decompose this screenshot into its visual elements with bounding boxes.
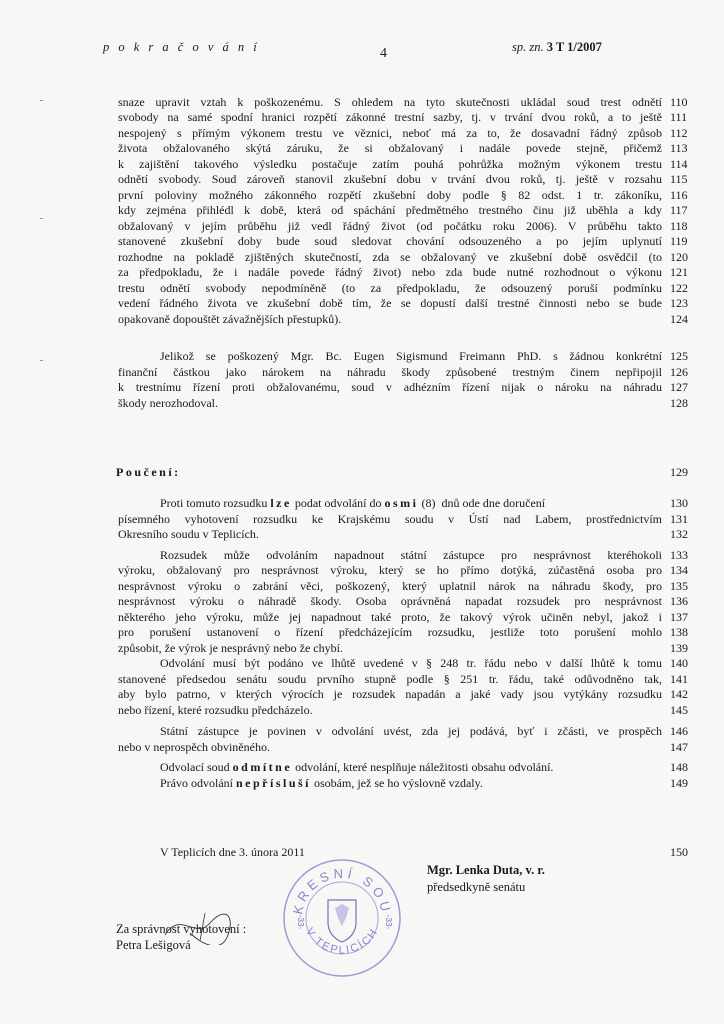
text-line [118,188,662,202]
line-text: první poloviny možného zákonného rozpětí zkušební doby podle § 82 odst. 1 tr. zákoníku, [118,188,662,202]
line-text: Státní zástupce je povinen v odvolání uvést, zda jej podává, byť i zčásti, ve prospěch [160,724,662,738]
text-line [118,203,662,217]
court-stamp [280,856,404,985]
line-number: 136 [670,594,688,608]
emphasized-word: nepřísluší [236,776,312,790]
text-fragment: podat odvolání do [291,496,385,510]
text-line [160,760,662,774]
case-reference-code: 3 T 1/2007 [546,40,602,54]
text-line [118,250,662,264]
case-reference [512,40,602,55]
line-number: 133 [670,548,688,562]
text-line [118,365,662,379]
running-header: p o k r a č o v á n í [103,40,260,54]
line-text: nesprávnost výroku o zabrání věci, poškozený, který uplatnil nárok na náhradu škody, pro [118,579,662,593]
line-text: způsobit, že výrok je nesprávný nebo že chybí. [118,641,343,655]
line-number: 125 [670,349,688,363]
line-text: aby bylo patrno, v kterých výrocích je rozsudek napadán a jaké vady jsou vytýkány rozsudku [118,687,662,701]
line-text: V Teplicích dne 3. února 2011 [160,845,305,859]
text-fragment: (8) dnů ode dne doručení [418,496,546,510]
line-text: za předpokladu, že i nadále povede řádný život) nebo zda bude nutné rozhodnout o výkonu [118,265,662,279]
stamp-bottom-text: V TEPLICÍCH [303,925,381,957]
line-text: nebo řízení, které rozsudku předcházelo. [118,703,313,717]
stamp-left-number: -33- [296,914,305,930]
text-line [118,563,662,577]
line-text: Odvolání musí být podáno ve lhůtě uvedené v § 248 tr. řádu nebo v další lhůtě k tomu [160,656,662,670]
emphasized-word: osmi [384,496,419,510]
line-number: 149 [670,776,688,790]
line-text: Jelikož se poškozený Mgr. Bc. Eugen Sigismund Freimann PhD. s žádnou konkrétní [160,349,662,363]
text-line [160,776,662,790]
line-text: pro porušení ustanovení o řízení předcházejícím rozsudku, jestliže toto porušení mohlo [118,625,662,639]
line-number: 130 [670,496,688,510]
line-number: 117 [670,203,688,217]
line-number: 112 [670,126,688,140]
text-line [118,579,662,593]
text-line [118,625,662,639]
text-line [118,527,662,541]
line-number: 119 [670,234,688,248]
line-text: Okresního soudu v Teplicích. [118,527,259,541]
text-line [118,219,662,233]
emphasized-word: odmítne [232,760,293,774]
line-number: 140 [670,656,688,670]
text-line [118,641,662,655]
line-text: Poučení: [116,465,181,479]
line-number: 137 [670,610,688,624]
text-line [118,740,662,754]
text-fragment: Odvolací soud [160,760,233,774]
line-number: 142 [670,687,688,701]
stamp-right-number: -33- [384,914,393,930]
line-text: nebo v neprospěch obviněného. [118,740,270,754]
coat-of-arms-icon [328,900,356,942]
text-line [118,512,662,526]
text-line [118,396,662,410]
line-number: 146 [670,724,688,738]
line-number: 141 [670,672,688,686]
text-line [160,845,662,859]
scan-speck [40,360,43,361]
text-line [118,594,662,608]
line-number: 118 [670,219,688,233]
line-number: 126 [670,365,688,379]
line-text: kdy zejména přihlédl k době, která od spáchání předmětného trestného činu již uběhla a kdy [118,203,662,217]
text-line [118,312,662,326]
text-line [118,95,662,109]
line-text: finanční částkou jako nárokem na náhradu škody způsobené trestným činem nepřipojil [118,365,662,379]
line-number: 122 [670,281,688,295]
line-number: 120 [670,250,688,264]
section-heading [116,465,660,479]
line-number: 121 [670,265,688,279]
line-number: 114 [670,157,688,171]
line-text: k zajištění takového výsledku postačuje zatím pouhá pohrůžka možným výkonem trestu [118,157,662,171]
text-line [160,548,662,562]
line-number: 116 [670,188,688,202]
text-line [118,126,662,140]
text-line [160,724,662,738]
line-text: nesprávnost výroku o náhradě škody. Osoba oprávněná napadat rozsudek pro nesprávnost [118,594,662,608]
line-number: 134 [670,563,688,577]
line-number: 111 [670,110,688,124]
text-line [118,296,662,310]
scan-speck [40,100,43,101]
emphasized-word: lze [270,496,292,510]
line-text: snaze upravit vztah k poškozenému. S ohledem na tyto skutečnosti ukládal soud trest odnětí [118,95,662,109]
text-line [160,656,662,670]
line-number: 110 [670,95,688,109]
line-number: 123 [670,296,688,310]
line-number: 132 [670,527,688,541]
text-line [118,281,662,295]
case-reference-prefix: sp. zn. [512,40,544,54]
judge-signature-role: předsedkyně senátu [427,880,526,894]
line-number: 139 [670,641,688,655]
line-number: 113 [670,141,688,155]
svg-text:V TEPLICÍCH [303,926,381,957]
line-text: trestu odnětí svobody nepodmíněně (to za předpokladu, že odsouzený poruší podmínku [118,281,662,295]
line-text: vedení řádného života ve zkušební době tím, že se dopustí další trestné činnosti nebo se bude [118,296,662,310]
certification-name: Petra Lešigová [116,938,191,952]
line-text: některého jeho výroku, může jej napadnout také proto, že takový výrok učiněn nebyl, jakož i [118,610,662,624]
scan-speck [40,218,43,219]
line-text: opakovaně dopouštět závažnějších přestupků). [118,312,342,326]
line-text: svobody na samé spodní hranici rozpětí zákonné trestní sazby, tj. v trvání dvou roků, a to ještě [118,110,662,124]
text-fragment: Proti tomuto rozsudku [160,496,271,510]
stamp-top-text: KRESNÍ SOU [289,865,395,917]
line-text: výroku, obžalovaný pro nesprávnost výroku, který se ho přímo dotýká, zúčastěná osoba pro [118,563,662,577]
line-number: 148 [670,760,688,774]
line-number: 131 [670,512,688,526]
text-line [118,157,662,171]
line-text: k trestnímu řízení proti obžalovanému, soud v adhézním řízení nijak o nároku na náhradu [118,380,662,394]
line-text: stanovené předsedou senátu soudu prvního stupně podle § 251 tr. řádu, také odůvodněno tak, [118,672,662,686]
text-line [118,610,662,624]
text-fragment: odvolání, které nesplňuje náležitosti obsahu odvolání. [292,760,554,774]
line-text: rozhodne na pokladě zjištěných skutečností, zda se obžalovaný ve zkušební době osvědčil (to [118,250,662,264]
line-number: 128 [670,396,688,410]
line-text: odnětí svobody. Soud zároveň stanovil zkušební dobu v trvání dvou roků, tj. ještě v rozsahu [118,172,662,186]
text-line [160,349,662,363]
certification-label: Za správnost vyhotovení : [116,922,247,936]
page-number: 4 [380,46,387,61]
text-fragment: osobám, jež se ho výslovně vzdaly. [311,776,483,790]
judge-signature-name: Mgr. Lenka Duta, v. r. [427,863,545,877]
text-line [118,687,662,701]
line-text: Rozsudek může odvoláním napadnout státní zástupce pro nesprávnost kteréhokoli [160,548,662,562]
text-line [118,141,662,155]
line-text: obžalovaný v jejím průběhu již vedl řádný život (od počátku roku 2006). V průběhu takto [118,219,662,233]
text-fragment: Právo odvolání [160,776,236,790]
text-line [118,234,662,248]
text-line [118,265,662,279]
line-text: nespojený s přímým výkonem trestu ve věznici, neboť má za to, že dosavadní řádný způsob [118,126,662,140]
text-line [118,380,662,394]
line-text: života obžalovaného skýtá záruku, že si obžalovaný i nadále povede stejně, přičemž [118,141,662,155]
line-number: 147 [670,740,688,754]
line-number: 124 [670,312,688,326]
line-text: stanovené zkušební doby bude soud sledovat chování odsouzeného a po jejím uplynutí [118,234,662,248]
line-text: škody nerozhodoval. [118,396,218,410]
line-number: 115 [670,172,688,186]
line-number: 127 [670,380,688,394]
line-text: písemného vyhotovení rozsudku ke Krajskému soudu v Ústí nad Labem, prostřednictvím [118,512,662,526]
line-number: 135 [670,579,688,593]
text-line [160,496,662,510]
text-line [118,672,662,686]
handwritten-signature-icon [160,905,250,950]
line-number: 150 [670,845,688,859]
line-number: 145 [670,703,688,717]
text-line [118,110,662,124]
line-number: 129 [670,465,688,479]
line-number: 138 [670,625,688,639]
text-line [118,703,662,717]
text-line [118,172,662,186]
